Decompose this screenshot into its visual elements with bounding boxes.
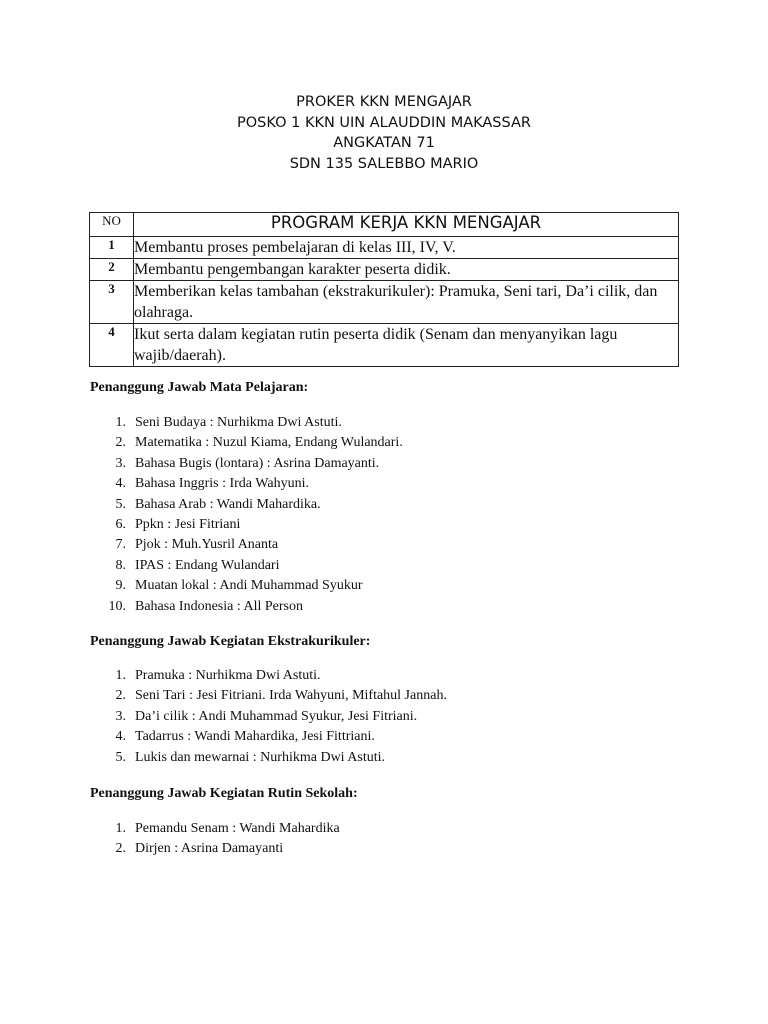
list-item: 1. Pemandu Senam : Wandi Mahardika [115,821,340,836]
list-item: 4. Tadarrus : Wandi Mahardika, Jesi Fittriani. [115,729,375,745]
document-title [0,92,768,174]
title-line: SDN 135 SALEBBO MARIO [289,155,479,172]
title-line: ANGKATAN 71 [333,135,435,151]
list-item: 9. Muatan lokal : Andi Muhammad Syukur [115,578,363,594]
row-text: Ikut serta dalam kegiatan rutin peserta didik (Senam dan menyanyikan lagu wajib/daerah). [134,324,679,367]
column-header-no: NO [90,213,134,237]
row-text: Membantu pengembangan karakter peserta didik. [134,259,679,281]
list-item-text: Bahasa Bugis (lontara) : Asrina Damayanti. [135,455,380,471]
list-item: 1. Seni Budaya : Nurhikma Dwi Astuti. [115,415,342,430]
list-item: 7. Pjok : Muh.Yusril Ananta [115,537,279,553]
table-row [90,237,679,259]
rutin-sekolah-list [104,819,340,860]
section-heading-rutin-sekolah: Penanggung Jawab Kegiatan Rutin Sekolah: [90,786,358,801]
list-item-text: Ppkn : Jesi Fitriani [135,516,241,532]
list-item: 2. Dirjen : Asrina Damayanti [115,841,284,857]
title-line: POSKO 1 KKN UIN ALAUDDIN MAKASSAR [237,114,531,131]
list-item: 6. Ppkn : Jesi Fitriani [115,516,241,532]
row-number: 4 [90,324,134,367]
section-heading-ekstrakurikuler: Penanggung Jawab Kegiatan Ekstrakurikuler: [90,634,371,649]
list-item-text: Bahasa Inggris : Irda Wahyuni. [135,476,309,492]
list-item-text: Pjok : Muh.Yusril Ananta [135,537,279,553]
list-item: 10. Bahasa Indonesia : All Person [108,598,303,614]
row-text: Membantu proses pembelajaran di kelas III, IV, V. [134,237,679,259]
list-item-text: Tadarrus : Wandi Mahardika, Jesi Fittriani. [135,729,375,745]
row-number: 2 [90,259,134,281]
table-row [90,324,679,367]
table-header-row [90,213,679,237]
list-item: 4. Bahasa Inggris : Irda Wahyuni. [115,476,309,492]
list-item-text: Seni Tari : Jesi Fitriani. Irda Wahyuni, Miftahul Jannah. [135,688,447,704]
ekstrakurikuler-list [104,666,447,768]
list-item-text: Pramuka : Nurhikma Dwi Astuti. [135,668,321,683]
list-item-text: Dirjen : Asrina Damayanti [135,841,284,857]
list-item: 1. Pramuka : Nurhikma Dwi Astuti. [115,668,321,683]
list-item: 5. Lukis dan mewarnai : Nurhikma Dwi Astuti. [115,749,386,765]
list-item: 8. IPAS : Endang Wulandari [115,557,280,573]
row-text: Memberikan kelas tambahan (ekstrakurikuler): Pramuka, Seni tari, Da’i cilik, dan olahraga. [134,281,679,324]
column-header-program: PROGRAM KERJA KKN MENGAJAR [134,213,679,237]
list-item: 3. Da’i cilik : Andi Muhammad Syukur, Jesi Fitriani. [115,708,418,724]
row-number: 3 [90,281,134,324]
list-item-text: Bahasa Arab : Wandi Mahardika. [135,496,321,512]
mata-pelajaran-list [104,413,403,617]
list-item-text: Pemandu Senam : Wandi Mahardika [135,821,340,836]
list-item: 2. Matematika : Nuzul Kiama, Endang Wulandari. [115,435,403,451]
list-item-text: Seni Budaya : Nurhikma Dwi Astuti. [135,415,342,430]
program-table [89,212,679,367]
list-item-text: Da’i cilik : Andi Muhammad Syukur, Jesi Fitriani. [135,708,418,724]
list-item-text: Lukis dan mewarnai : Nurhikma Dwi Astuti. [135,749,386,765]
row-number: 1 [90,237,134,259]
list-item: 2. Seni Tari : Jesi Fitriani. Irda Wahyuni, Miftahul Jannah. [115,688,447,704]
title-line: PROKER KKN MENGAJAR [296,94,472,110]
table-row [90,281,679,324]
list-item: 5. Bahasa Arab : Wandi Mahardika. [115,496,321,512]
list-item-text: Muatan lokal : Andi Muhammad Syukur [135,578,363,594]
section-heading-mata-pelajaran: Penanggung Jawab Mata Pelajaran: [90,380,309,395]
list-item: 3. Bahasa Bugis (lontara) : Asrina Damayanti. [115,455,380,471]
list-item-text: Matematika : Nuzul Kiama, Endang Wulandari. [135,435,403,451]
list-item-text: IPAS : Endang Wulandari [135,557,280,573]
list-item-text: Bahasa Indonesia : All Person [135,598,303,614]
table-row [90,259,679,281]
